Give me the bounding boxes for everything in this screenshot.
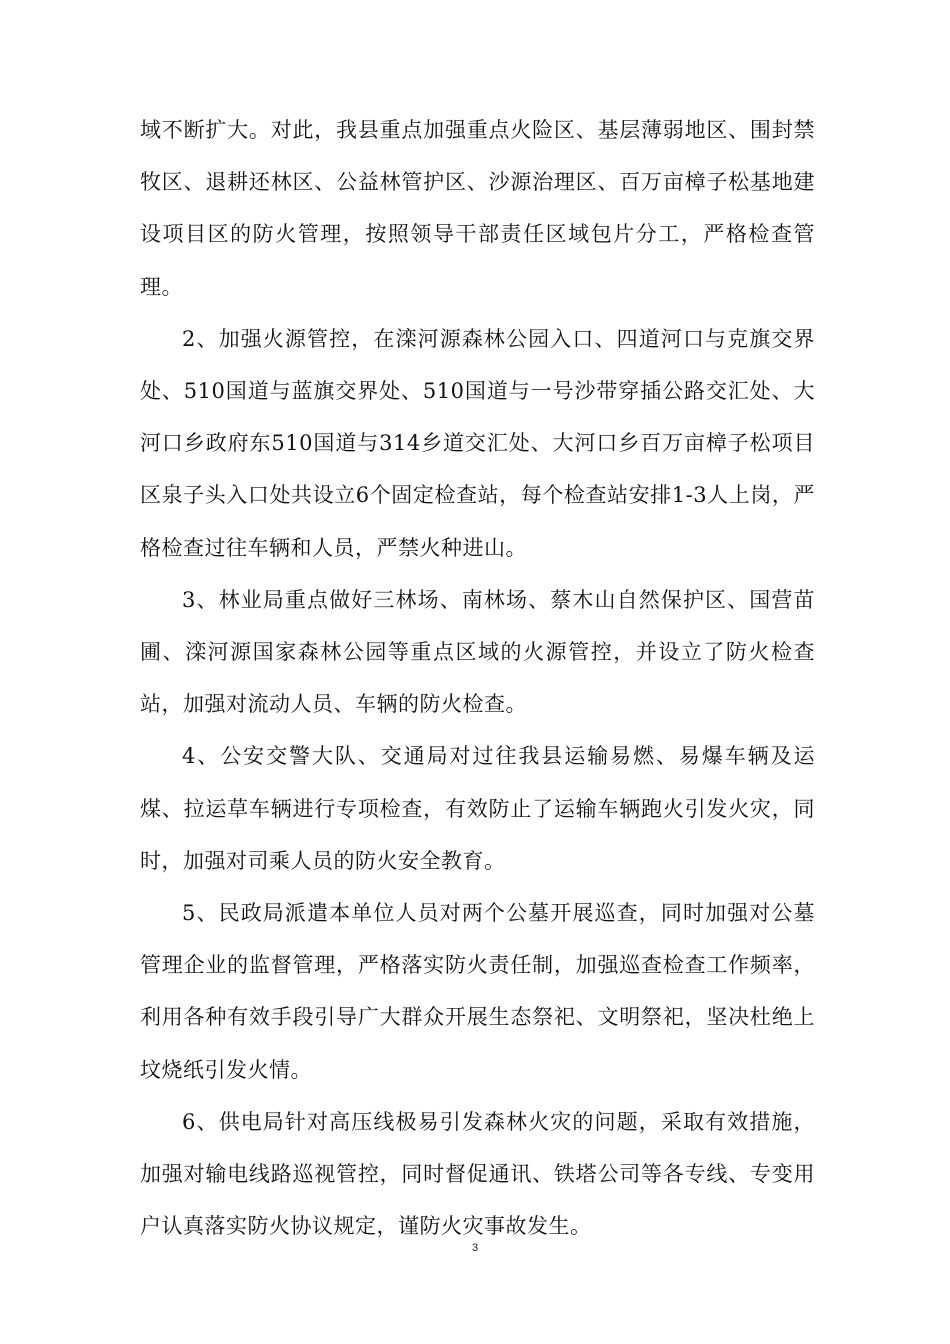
paragraph-item-5: 5、民政局派遣本单位人员对两个公墓开展巡查，同时加强对公墓管理企业的监督管理，严格落实防火责任制，加强巡查检查工作频率，利用各种有效手段引导广大群众开展生态祭祀、文明祭祀，坚决杜绝上坟烧纸引发火情。 [140, 901, 815, 1082]
page-number: 3 [471, 1242, 479, 1254]
paragraph-item-2: 2、加强火源管控，在滦河源森林公园入口、四道河口与克旗交界处、510国道与蓝旗交界处、510国道与一号沙带穿插公路交汇处、大河口乡政府东510国道与314乡道交汇处、大河口乡百万亩樟子松项目区泉子头入口处共设立6个固定检查站，每个检查站安排1-3人上岗，严格检查过往车辆和人员，严禁火种进山。 [140, 326, 815, 560]
paragraph-item-6: 6、供电局针对高压线极易引发森林火灾的问题，采取有效措施，加强对输电线路巡视管控，同时督促通讯、铁塔公司等各专线、专变用户认真落实防火协议规定，谨防火灾事故发生。 [140, 1109, 815, 1239]
document-body [140, 104, 815, 1252]
paragraph-item-3: 3、林业局重点做好三林场、南林场、蔡木山自然保护区、国营苗圃、滦河源国家森林公园等重点区域的火源管控，并设立了防火检查站，加强对流动人员、车辆的防火检查。 [140, 587, 815, 717]
paragraph-item-4: 4、公安交警大队、交通局对过往我县运输易燃、易爆车辆及运煤、拉运草车辆进行专项检查，有效防止了运输车辆跑火引发火灾，同时，加强对司乘人员的防火安全教育。 [140, 744, 815, 873]
paragraph-continued: 域不断扩大。对此，我县重点加强重点火险区、基层薄弱地区、围封禁牧区、退耕还林区、公益林管护区、沙源治理区、百万亩樟子松基地建设项目区的防火管理，按照领导干部责任区域包片分工，严格检查管理。 [140, 118, 815, 299]
